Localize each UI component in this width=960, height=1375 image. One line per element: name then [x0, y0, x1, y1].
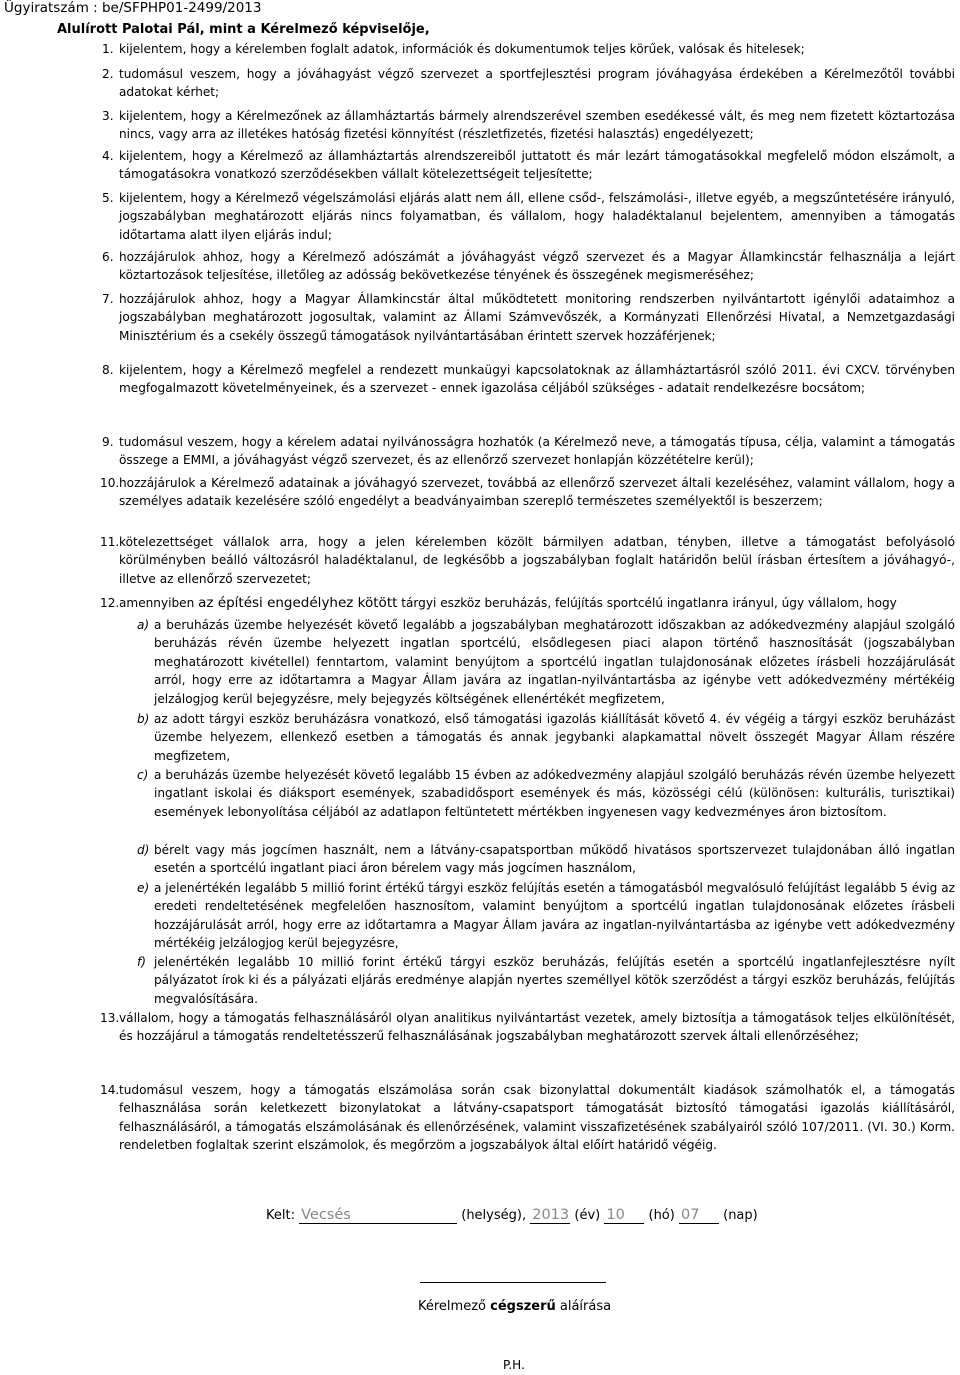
item-text-pre: amennyiben — [119, 596, 195, 610]
sub-list-item — [137, 766, 955, 821]
sub-item-text: jelenértékén legalább 10 millió forint értékű tárgyi eszköz beruházás, felújítás esetén a sportcélú ingatlanfejlesztésre nyílt pályázatot írok ki és a pályázati eljárás eredménye alapján nyertes személlyel kötök szerződést a tárgyi eszköz beruházás, felújítás megvalósítására. — [154, 955, 955, 1006]
item-text: kijelentem, hogy a Kérelmező az államháztartás alrendszereiből juttatott és már lezárt támogatásokkal megfelelő módon elszámolt, a támogatásokra vonatkozó szerződésekben vállalt kötelezettségeit teljesítette; — [119, 149, 955, 182]
sub-item-text: az adott tárgyi eszköz beruházásra vonatkozó, első támogatási igazolás kiállítását követő 4. év végéig a tárgyi eszköz beruházást üzembe helyezem, ellenkező esetben a támogatás és annak jegybanki alapkamattal növelt összegét Magyar Állam részére megfizetem, — [154, 712, 955, 763]
sub-item-letter: b) — [137, 712, 150, 726]
signature-post: aláírása — [559, 1299, 612, 1314]
list-item — [100, 1009, 955, 1046]
stamp-placeholder: P.H. — [503, 1358, 525, 1372]
item-number: 9. — [102, 435, 114, 449]
item-number: 12. — [100, 596, 120, 610]
list-item — [100, 594, 955, 612]
list-item — [100, 1081, 955, 1155]
list-item — [102, 189, 955, 244]
list-item — [102, 107, 955, 144]
item-number: 6. — [102, 250, 114, 264]
item-number: 4. — [102, 149, 114, 163]
item-text: tudomásul veszem, hogy a kérelem adatai nyilvánosságra hozhatók (a Kérelmező neve, a támogatás típusa, célja, valamint a támogatás összege a EMMI, a jóváhagyást végző szervezet, és az ellenőrző szervezet honlapján közzétételre kerül); — [119, 435, 955, 468]
month-field: 10 — [604, 1207, 644, 1224]
item-text: hozzájárulok a Kérelmező adatainak a jóváhagyó szervezet, továbbá az ellenőrző szervezet általi kezeléséhez, valamint vállalom, hogy a személyes adataik kezelésére szóló engedélyt a beadványaimban szereplő természetes személyektől is beszerzem; — [119, 476, 955, 509]
sub-item-letter: c) — [137, 768, 149, 782]
item-text: kijelentem, hogy a Kérelmező végelszámolási eljárás alatt nem áll, ellene csőd-, felszámolási-, illetve egyéb, a megszűntetésére irányuló, jogszabályban meghatározott eljárás nincs folyamatban, és vállalom, hogy haladéktalanul bejelentem, amennyiben a támogatás időtartama alatt ilyen eljárás indul; — [119, 191, 955, 242]
item-text: kötelezettséget vállalok arra, hogy a jelen kérelemben közölt bármilyen adatban, tényben, illetve a támogatást befolyásoló körülményben beálló változásról haladéktalanul, de legkésőbb a jogszabályban foglalt határidőn belül írásban értesítem a jóváhagyó-, illetve az ellenőrző szervezetet; — [119, 535, 955, 586]
sub-item-letter: f) — [137, 955, 146, 969]
list-item — [102, 290, 955, 345]
item-number: 8. — [102, 363, 114, 377]
list-item — [102, 65, 955, 102]
month-label: (hó) — [648, 1208, 675, 1223]
page-title: Alulírott Palotai Pál, mint a Kérelmező képviselője, — [57, 22, 430, 37]
item-number: 3. — [102, 109, 114, 123]
sub-list-item — [137, 953, 955, 1008]
item-number: 2. — [102, 67, 114, 81]
place-label: (helység), — [461, 1208, 527, 1223]
sub-list-item — [137, 879, 955, 953]
sub-item-text: a beruházás üzembe helyezését követő legalább 15 évben az adókedvezmény alapjául szolgáló beruházás révén üzembe helyezett ingatlant iskolai és diáksport események, szabadidősport események és más, közösségi célú (különösen: kulturális, turisztikai) események lebonyolítása céljából az adatlapon feltüntetett mértékben ingyenesen vagy kedvezményes áron biztosítom. — [154, 768, 955, 819]
date-line — [266, 1207, 758, 1224]
year-field: 2013 — [532, 1207, 570, 1223]
item-text-post: tárgyi eszköz beruházás, felújítás sportcélú ingatlanra irányul, úgy vállalom, hogy — [401, 596, 897, 610]
sub-item-text: a jelenértékén legalább 5 millió forint értékű tárgyi eszköz felújítás esetén a támogatásból megvalósuló felújítást legalább 5 évig az eredeti rendeltetésének megfelelően hasznosítom, valamint benyújtom a sportcélú ingatlan tulajdonosának előzetes írásbeli hozzájárulását arról, hogy erre az időtartamra a Magyar Állam javára az ingatlan-nyilvántartásba az igénybe vett adókedvezmény mértékéig jelzálogjog kerül bejegyzésre, — [154, 881, 955, 951]
sub-item-letter: a) — [137, 618, 150, 632]
item-text: hozzájárulok ahhoz, hogy a Kérelmező adószámát a jóváhagyást végző szervezet és a Magyar Államkincstár felhasználja a lejárt köztartozások teljesítése, illetőleg az adósság bekövetkezése tényének és összegének megismeréséhez; — [119, 250, 955, 283]
sub-item-letter: e) — [137, 881, 150, 895]
item-number: 13. — [100, 1011, 120, 1025]
sub-item-text: a beruházás üzembe helyezését követő legalább a jogszabályban meghatározott időszakban az adókedvezmény alapjául szolgáló beruházás révén üzembe helyezett ingatlan sportcélú, elsődlegesen piaci alapon történő hasznosítását (jogszabályban meghatározott kivétellel) fenntartom, valamint benyújtom a sportcélú ingatlan tulajdonosának előzetes írásbeli hozzájárulását arról, hogy erre az időtartamra a Magyar Állam javára az ingatlan-nyilvántartásba az igénybe vett adókedvezmény mértékéig jelzálogjog kerül bejegyzésre, mely bejegyzés költségének ellenértékét megfizetem, — [154, 618, 955, 706]
list-item — [100, 474, 955, 511]
list-item — [102, 147, 955, 184]
sub-item-text: bérelt vagy más jogcímen használt, nem a látvány-csapatsportban működő hivatásos sportszervezet tulajdonában álló ingatlan esetén a sportcélú ingatlant piaci áron bérelem vagy más jogcímen használom, — [154, 843, 955, 876]
item-text: hozzájárulok ahhoz, hogy a Magyar Államkincstár által működtetett monitoring rendszerben nyilvántartott igénylői adataimhoz a jogszabályban meghatározott jogosultak, valamint az Állami Számvevőszék, a Kormányzati Ellenőrzési Hivatal, a Nemzetgazdasági Minisztérium és a csekély összegű támogatások nyilvántartásában érintett szervek hozzáférjenek; — [119, 292, 955, 343]
sub-list-item — [137, 841, 955, 878]
item-text: tudomásul veszem, hogy a jóváhagyást végző szervezet a sportfejlesztési program jóváhagyása érdekében a Kérelmezőtől további adatokat kérhet; — [119, 67, 955, 100]
list-item — [100, 533, 955, 588]
item-number: 10. — [100, 476, 120, 490]
item-text: kijelentem, hogy a Kérelmező megfelel a rendezett munkaügyi kapcsolatoknak az államháztartásról szóló 2011. évi CXCV. törvényben megfogalmazott követelményeinek, és a szervezet - ennek igazolása céljából szükséges - adatait rendelkezésre bocsátom; — [119, 363, 955, 396]
list-item — [102, 40, 955, 58]
year-label: (év) — [574, 1208, 601, 1223]
item-number: 7. — [102, 292, 114, 306]
item-number: 1. — [102, 42, 114, 56]
item-text: kijelentem, hogy a Kérelmezőnek az államháztartás bármely alrendszerével szemben esedékessé vált, és meg nem fizetett köztartozása nincs, vagy arra az illetékes hatóság fizetési könnyítést (részletfizetés, fizetési halasztás) engedélyezett; — [119, 109, 955, 142]
kelt-label: Kelt: — [266, 1208, 295, 1223]
list-item — [102, 433, 955, 470]
signature-caption — [418, 1299, 611, 1314]
signature-pre: Kérelmező — [418, 1299, 486, 1314]
signature-bold: cégszerű — [490, 1299, 556, 1314]
item-text: vállalom, hogy a támogatás felhasználásáról olyan analitikus nyilvántartást vezetek, amely biztosítja a támogatások teljes elkülönítését, és hozzájárul a támogatás rendeltetésszerű felhasználásának jogszabályban meghatározott szervek általi ellenőrzéséhez; — [119, 1011, 955, 1044]
sub-list-item — [137, 710, 955, 765]
item-number: 11. — [100, 535, 120, 549]
day-field: 07 — [679, 1207, 719, 1224]
list-item — [102, 361, 955, 398]
sub-item-letter: d) — [137, 843, 150, 857]
item-number: 14. — [100, 1083, 120, 1097]
place-field: Vecsés — [299, 1207, 457, 1224]
case-number: Ügyiratszám : be/SFPHP01-2499/2013 — [4, 0, 262, 16]
item-number: 5. — [102, 191, 114, 205]
day-label: (nap) — [723, 1208, 758, 1223]
item-text: tudomásul veszem, hogy a támogatás elszámolása során csak bizonylattal dokumentált kiadások számolhatók el, a támogatás felhasználása során keletkezett bizonylatokat a látvány-csapatsport támogatását biztosító támogatási igazolás kiállításáról, felhasználásáról, a támogatás elszámolásának és ellenőrzésének, valamint visszafizetésének szabályairól szóló 107/2011. (VI. 30.) Korm. rendeletben foglaltak szerint elszámolok, és megőrzöm a jogszabályok által előírt határidő végéig. — [119, 1083, 955, 1153]
list-item — [102, 248, 955, 285]
signature-line — [420, 1282, 606, 1283]
item-text-emphasis: az építési engedélyhez kötött — [198, 595, 398, 611]
item-text: kijelentem, hogy a kérelemben foglalt adatok, információk és dokumentumok teljes körűek, valósak és hitelesek; — [119, 42, 805, 56]
sub-list-item — [137, 616, 955, 708]
